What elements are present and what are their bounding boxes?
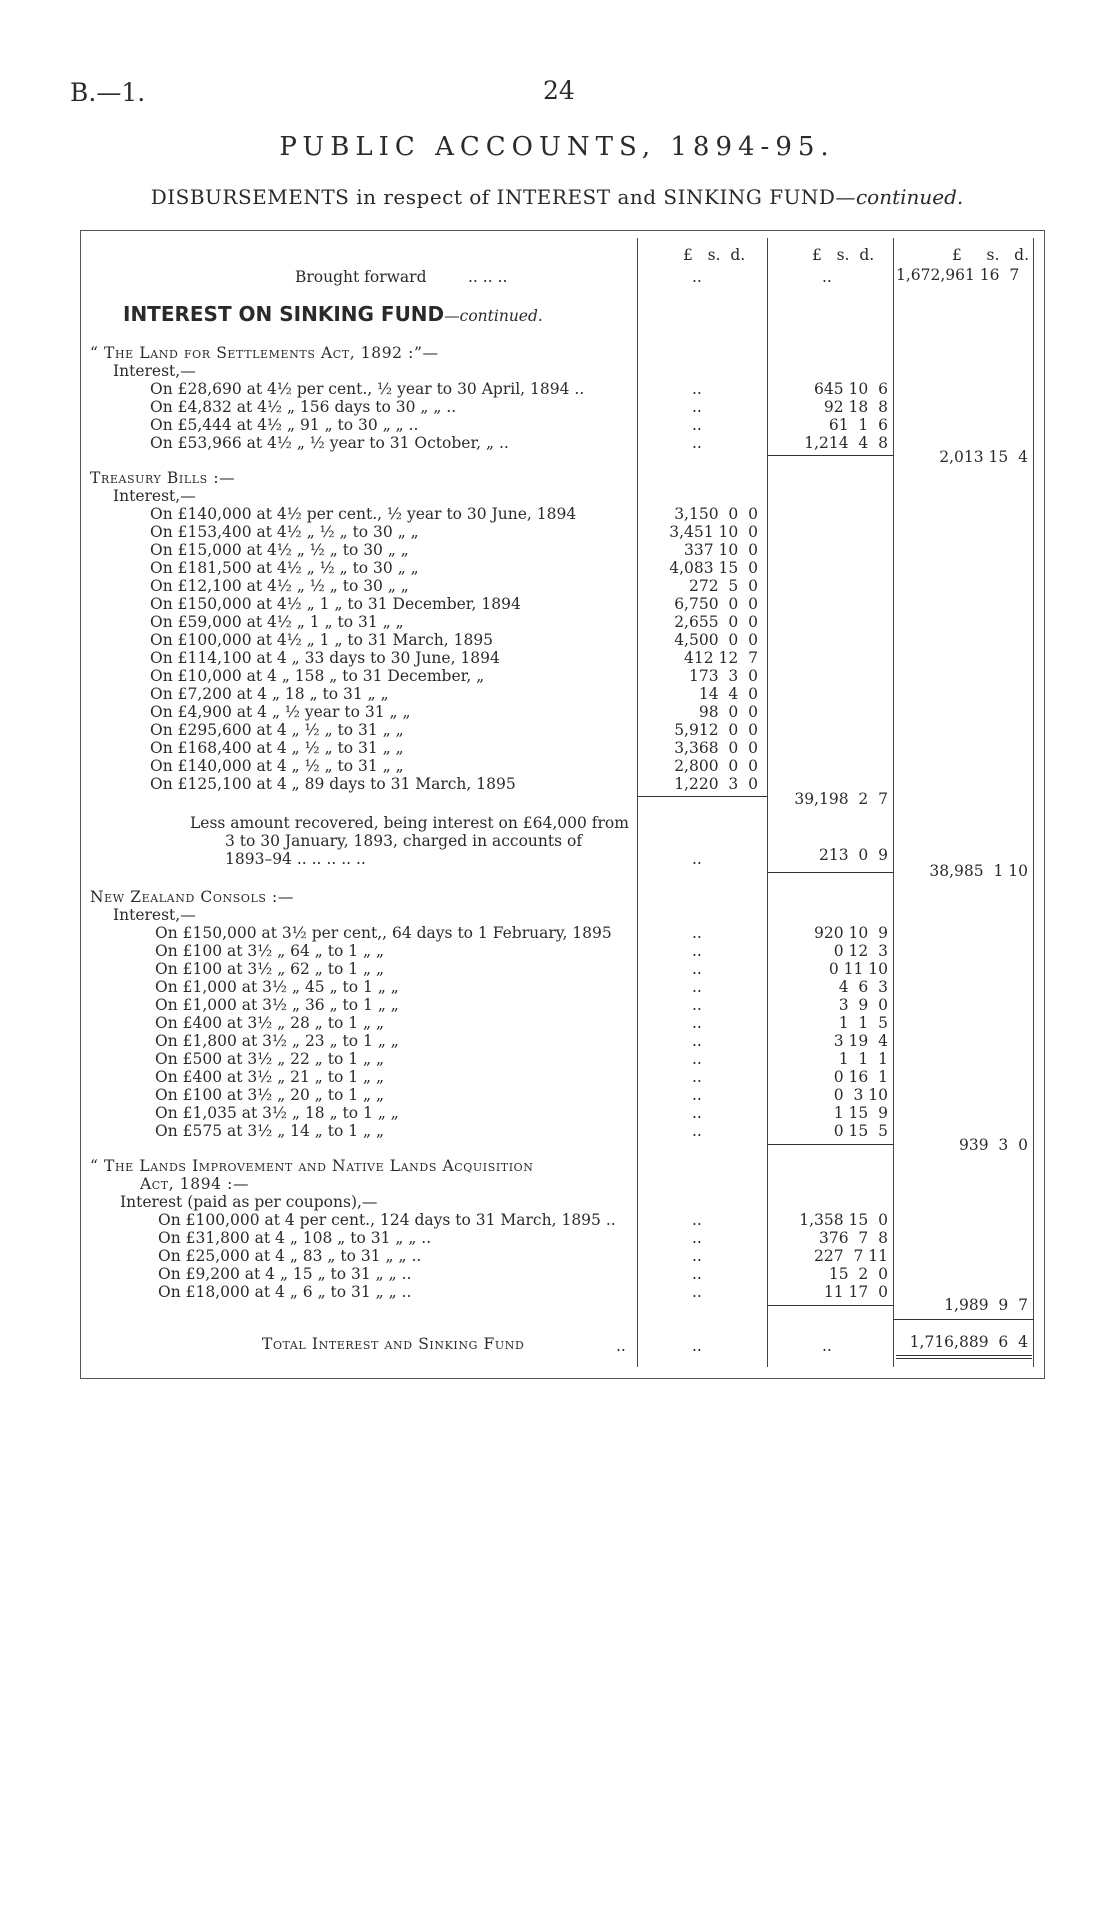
section-heading — [123, 302, 543, 326]
li-c2-0: 1,358 15 0 — [799, 1211, 888, 1229]
tb-c1-2: 337 10 0 — [684, 541, 758, 559]
brought-forward-total: 1,672,961 16 7 — [896, 266, 1020, 284]
nz-c2-10: 1 15 9 — [833, 1104, 888, 1122]
column-header-3: £ s. d. — [952, 246, 1030, 264]
column-header-2: £ s. d. — [812, 246, 875, 264]
li-c2-2: 227 7 11 — [814, 1247, 888, 1265]
li-c2-3: 15 2 0 — [828, 1265, 888, 1283]
nz-c2-11: 0 15 5 — [833, 1122, 888, 1140]
rule — [768, 1305, 893, 1306]
tb-c1-11: 98 0 0 — [698, 703, 758, 721]
lands-improvement-title-2: Act, 1894 :— — [140, 1175, 250, 1193]
tb-less-line-3: 1893–94 .. .. .. .. .. — [225, 850, 366, 868]
nz-consols-interest: Interest,— — [113, 906, 196, 924]
tb-c1-12: 5,912 0 0 — [674, 721, 758, 739]
list-item: On £114,100 at 4 „ 33 days to 30 June, 1894 — [150, 649, 500, 667]
grand-total-dots: .. — [616, 1337, 626, 1355]
column-divider-4 — [1033, 238, 1034, 1367]
list-item: On £1,000 at 3½ „ 36 „ to 1 „ „ — [155, 996, 399, 1014]
tb-c1-14: 2,800 0 0 — [674, 757, 758, 775]
list-item: On £1,000 at 3½ „ 45 „ to 1 „ „ — [155, 978, 399, 996]
list-item: On £9,200 at 4 „ 15 „ to 31 „ „ .. — [158, 1265, 412, 1283]
brought-forward-c1: .. — [692, 268, 702, 286]
tb-c1-5: 6,750 0 0 — [674, 595, 758, 613]
grand-total-c1: .. — [692, 1337, 702, 1355]
nz-c2-5: 1 1 5 — [838, 1014, 888, 1032]
ls-c1-1: .. — [692, 398, 702, 416]
lands-improvement-interest: Interest (paid as per coupons),— — [120, 1193, 378, 1211]
nz-c2-1: 0 12 3 — [833, 942, 888, 960]
ls-c1-2: .. — [692, 416, 702, 434]
tb-c1-6: 2,655 0 0 — [674, 613, 758, 631]
tb-c1-4: 272 5 0 — [688, 577, 758, 595]
list-item: On £150,000 at 4½ „ 1 „ to 31 December, 1894 — [150, 595, 521, 613]
subtitle-continued: continued. — [855, 185, 964, 209]
rule — [768, 872, 893, 873]
list-item: On £1,800 at 3½ „ 23 „ to 1 „ „ — [155, 1032, 399, 1050]
nz-c2-9: 0 3 10 — [833, 1086, 888, 1104]
list-item: On £100 at 3½ „ 62 „ to 1 „ „ — [155, 960, 385, 978]
nz-c1-6: .. — [692, 1032, 702, 1050]
tb-c1-15: 1,220 3 0 — [674, 775, 758, 793]
tb-c1-3: 4,083 15 0 — [669, 559, 758, 577]
nz-total: 939 3 0 — [958, 1136, 1028, 1154]
page-title: PUBLIC ACCOUNTS, 1894-95. — [279, 132, 835, 162]
list-item: On £25,000 at 4 „ 83 „ to 31 „ „ .. — [158, 1247, 422, 1265]
li-c1-2: .. — [692, 1247, 702, 1265]
list-item: On £575 at 3½ „ 14 „ to 1 „ „ — [155, 1122, 385, 1140]
nz-c1-8: .. — [692, 1068, 702, 1086]
list-item: On £7,200 at 4 „ 18 „ to 31 „ „ — [150, 685, 389, 703]
list-item: On £28,690 at 4½ per cent., ½ year to 30 April, 1894 .. — [150, 380, 585, 398]
lands-improvement-title-1: “ The Lands Improvement and Native Lands Acquisition — [90, 1157, 534, 1175]
nz-c1-1: .. — [692, 942, 702, 960]
list-item: On £153,400 at 4½ „ ½ „ to 30 „ „ — [150, 523, 419, 541]
list-item: On £400 at 3½ „ 28 „ to 1 „ „ — [155, 1014, 385, 1032]
li-c1-1: .. — [692, 1229, 702, 1247]
rule — [638, 796, 767, 797]
column-header-1: £ s. d. — [683, 246, 746, 264]
rule — [768, 1144, 893, 1145]
tb-less-c2: 213 0 9 — [818, 846, 888, 864]
tb-c1-7: 4,500 0 0 — [674, 631, 758, 649]
nz-consols-title: New Zealand Consols :— — [90, 888, 294, 906]
list-item: On £400 at 3½ „ 21 „ to 1 „ „ — [155, 1068, 385, 1086]
tb-c1-9: 173 3 0 — [688, 667, 758, 685]
nz-c1-7: .. — [692, 1050, 702, 1068]
list-item: On £4,832 at 4½ „ 156 days to 30 „ „ .. — [150, 398, 457, 416]
list-item: On £295,600 at 4 „ ½ „ to 31 „ „ — [150, 721, 404, 739]
list-item: On £59,000 at 4½ „ 1 „ to 31 „ „ — [150, 613, 404, 631]
land-settlements-title: “ The Land for Settlements Act, 1892 :”— — [90, 344, 439, 362]
list-item: On £500 at 3½ „ 22 „ to 1 „ „ — [155, 1050, 385, 1068]
li-c2-4: 11 17 0 — [823, 1283, 888, 1301]
grand-total-label: Total Interest and Sinking Fund — [262, 1335, 525, 1353]
treasury-bills-title: Treasury Bills :— — [90, 469, 236, 487]
land-settlements-interest: Interest,— — [113, 362, 196, 380]
list-item: On £100 at 3½ „ 64 „ to 1 „ „ — [155, 942, 385, 960]
nz-c1-3: .. — [692, 978, 702, 996]
list-item: On £4,900 at 4 „ ½ year to 31 „ „ — [150, 703, 411, 721]
li-c2-1: 376 7 8 — [818, 1229, 888, 1247]
nz-c2-0: 920 10 9 — [814, 924, 888, 942]
nz-c1-11: .. — [692, 1122, 702, 1140]
tb-c1-13: 3,368 0 0 — [674, 739, 758, 757]
nz-c1-10: .. — [692, 1104, 702, 1122]
list-item: On £140,000 at 4½ per cent., ½ year to 30 June, 1894 — [150, 505, 577, 523]
double-rule-bottom — [896, 1358, 1032, 1359]
column-divider-2 — [767, 238, 768, 1367]
document-reference: B.—1. — [70, 78, 146, 107]
li-c1-3: .. — [692, 1265, 702, 1283]
brought-forward-label: Brought forward — [295, 268, 427, 286]
treasury-bills-interest: Interest,— — [113, 487, 196, 505]
rule — [768, 455, 893, 456]
list-item: On £31,800 at 4 „ 108 „ to 31 „ „ .. — [158, 1229, 432, 1247]
page-subtitle — [0, 185, 1114, 209]
ls-c2-0: 645 10 6 — [814, 380, 888, 398]
list-item: On £1,035 at 3½ „ 18 „ to 1 „ „ — [155, 1104, 399, 1122]
list-item: On £140,000 at 4 „ ½ „ to 31 „ „ — [150, 757, 404, 775]
list-item: On £12,100 at 4½ „ ½ „ to 30 „ „ — [150, 577, 409, 595]
list-item: On £100,000 at 4 per cent., 124 days to 31 March, 1895 .. — [158, 1211, 616, 1229]
tb-c1-10: 14 4 0 — [698, 685, 758, 703]
list-item: On £168,400 at 4 „ ½ „ to 31 „ „ — [150, 739, 404, 757]
grand-total-value: 1,716,889 6 4 — [909, 1333, 1028, 1351]
nz-c2-7: 1 1 1 — [838, 1050, 888, 1068]
li-c1-0: .. — [692, 1211, 702, 1229]
tb-c1-1: 3,451 10 0 — [669, 523, 758, 541]
brought-forward-c2: .. — [822, 268, 832, 286]
tb-total: 38,985 1 10 — [929, 862, 1028, 880]
nz-c1-9: .. — [692, 1086, 702, 1104]
nz-c1-5: .. — [692, 1014, 702, 1032]
column-divider-1 — [637, 238, 638, 1367]
column-divider-3 — [893, 238, 894, 1367]
nz-c2-2: 0 11 10 — [828, 960, 888, 978]
subtitle-main: DISBURSEMENTS in respect of INTEREST and SINKING FUND— — [150, 185, 856, 209]
ls-c1-0: .. — [692, 380, 702, 398]
list-item: On £15,000 at 4½ „ ½ „ to 30 „ „ — [150, 541, 409, 559]
list-item: On £100 at 3½ „ 20 „ to 1 „ „ — [155, 1086, 385, 1104]
list-item: On £10,000 at 4 „ 158 „ to 31 December, „ — [150, 667, 485, 685]
section-heading-main: INTEREST ON SINKING FUND — [123, 302, 445, 326]
li-c1-4: .. — [692, 1283, 702, 1301]
list-item: On £100,000 at 4½ „ 1 „ to 31 March, 1895 — [150, 631, 494, 649]
ls-c2-3: 1,214 4 8 — [804, 434, 888, 452]
nz-c2-3: 4 6 3 — [838, 978, 888, 996]
ls-c1-3: .. — [692, 434, 702, 452]
nz-c1-2: .. — [692, 960, 702, 978]
page-number: 24 — [543, 76, 575, 105]
list-item: On £5,444 at 4½ „ 91 „ to 30 „ „ .. — [150, 416, 419, 434]
list-item: On £150,000 at 3½ per cent,, 64 days to 1 February, 1895 — [155, 924, 612, 942]
tb-c1-0: 3,150 0 0 — [674, 505, 758, 523]
ls-c2-2: 61 1 6 — [828, 416, 888, 434]
tb-subtotal: 39,198 2 7 — [794, 790, 888, 808]
grand-total-c2: .. — [822, 1337, 832, 1355]
section-heading-continued: —continued. — [444, 307, 543, 325]
list-item: On £125,100 at 4 „ 89 days to 31 March, 1895 — [150, 775, 516, 793]
tb-less-line-2: 3 to 30 January, 1893, charged in accounts of — [225, 832, 583, 850]
nz-c2-4: 3 9 0 — [838, 996, 888, 1014]
nz-c1-4: .. — [692, 996, 702, 1014]
list-item: On £18,000 at 4 „ 6 „ to 31 „ „ .. — [158, 1283, 412, 1301]
tb-less-line-1: Less amount recovered, being interest on £64,000 from — [190, 814, 629, 832]
nz-c2-6: 3 19 4 — [833, 1032, 888, 1050]
tb-less-c1: .. — [692, 850, 702, 868]
list-item: On £181,500 at 4½ „ ½ „ to 30 „ „ — [150, 559, 419, 577]
ls-total: 2,013 15 4 — [939, 448, 1028, 466]
tb-c1-8: 412 12 7 — [684, 649, 758, 667]
rule — [894, 1319, 1033, 1320]
double-rule-top — [896, 1355, 1032, 1356]
list-item: On £53,966 at 4½ „ ½ year to 31 October, „ .. — [150, 434, 509, 452]
nz-c1-0: .. — [692, 924, 702, 942]
li-total: 1,989 9 7 — [944, 1296, 1028, 1314]
brought-forward-dots: .. .. .. — [468, 268, 508, 286]
ls-c2-1: 92 18 8 — [823, 398, 888, 416]
nz-c2-8: 0 16 1 — [833, 1068, 888, 1086]
